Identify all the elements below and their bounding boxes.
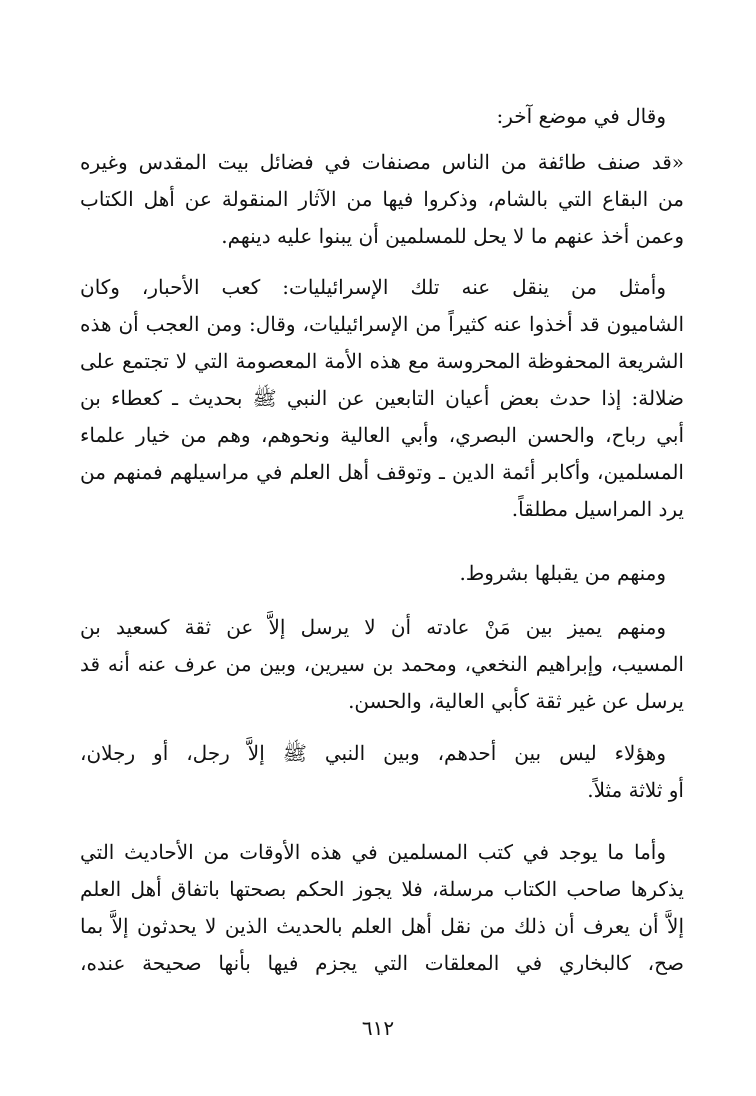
text-line: ومنهم يميز بين مَنْ عادته أن لا يرسل إلاَّ عن ثقة كسعيد بن — [80, 615, 666, 639]
text-line: يرسل عن غير ثقة كأبي العالية، والحسن. — [348, 689, 684, 713]
text-line: أبي رباح، والحسن البصري، وأبي العالية ونحوهم، وهم من خيار علماء — [80, 423, 684, 447]
text-line: ومنهم من يقبلها بشروط. — [459, 561, 666, 585]
text-line: الشريعة المحفوظة المحروسة مع هذه الأمة المعصومة التي لا تجتمع على — [80, 349, 684, 373]
text-line: وقال في موضع آخر: — [496, 104, 666, 128]
text-line: إلاَّ أن يعرف أن ذلك من نقل أهل العلم بالحديث الذين لا يحدثون إلاَّ بما — [80, 914, 684, 938]
page-number: ٦١٢ — [361, 1016, 395, 1040]
text-line: وعمن أخذ عنهم ما لا يحل للمسلمين أن يبنوا عليه دينهم. — [221, 224, 684, 248]
text-line: وهؤلاء ليس بين أحدهم، وبين النبي ﷺ إلاَّ رجل، أو رجلان، — [80, 741, 666, 765]
text-line: أو ثلاثة مثلاً. — [587, 778, 684, 802]
text-line: وأمثل من ينقل عنه تلك الإسرائيليات: كعب الأحبار، وكان — [80, 275, 666, 299]
text-line: ضلالة: إذا حدث بعض أعيان التابعين عن النبي ﷺ بحديث ـ كعطاء بن — [80, 386, 684, 410]
text-line: الشاميون قد أخذوا عنه كثيراً من الإسرائيليات، وقال: ومن العجب أن هذه — [80, 312, 684, 336]
text-line: المسلمين، وأكابر أئمة الدين ـ وتوقف أهل العلم في مراسيلهم فمنهم من — [80, 460, 684, 484]
text-line: يرد المراسيل مطلقاً. — [511, 497, 684, 521]
text-line: يذكرها صاحب الكتاب مرسلة، فلا يجوز الحكم بصحتها باتفاق أهل العلم — [80, 877, 684, 901]
text-line: المسيب، وإبراهيم النخعي، ومحمد بن سيرين، وبين من عرف عنه أنه قد — [80, 652, 684, 676]
text-line: وأما ما يوجد في كتب المسلمين في هذه الأوقات من الأحاديث التي — [80, 840, 666, 864]
text-line: من البقاع التي بالشام، وذكروا فيها من الآثار المنقولة عن أهل الكتاب — [80, 187, 684, 211]
text-line: «قد صنف طائفة من الناس مصنفات في فضائل بيت المقدس وغيره — [80, 150, 684, 174]
text-line: صح، كالبخاري في المعلقات التي يجزم فيها بأنها صحيحة عنده، — [80, 951, 684, 975]
